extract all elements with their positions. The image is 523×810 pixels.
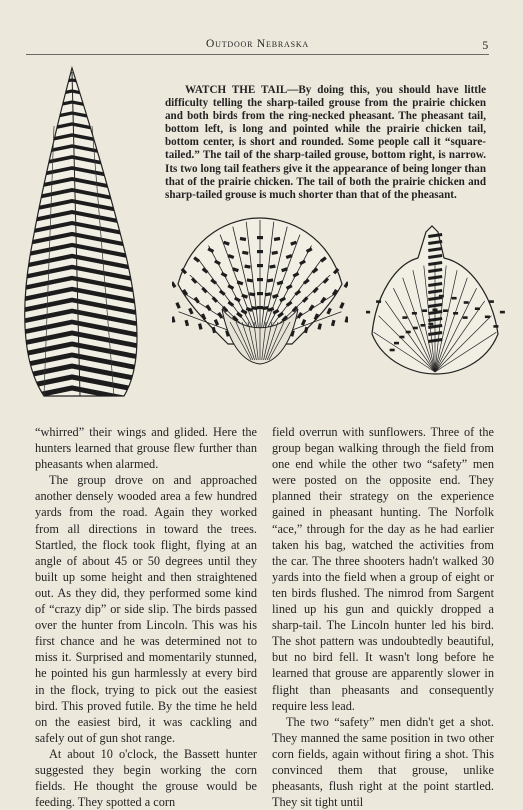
- paragraph: The two “safety” men didn't get a shot. They manned the same position in two other corn fields, again without firing a shot. This convinced them that grouse, unlike pheasants, flush right at the point startled. They sit tight until: [272, 714, 494, 810]
- left-text-column: [35, 424, 257, 810]
- page-number: 5: [482, 38, 489, 52]
- sharp-tailed-grouse-tail-illustration: [366, 224, 506, 376]
- paragraph: “whirred” their wings and glided. Here the hunters learned that grouse flew further than pheasants when alarmed.: [35, 425, 257, 472]
- paragraph: At about 10 o'clock, the Bassett hunter suggested they begin working the corn fields. He thought the grouse would be feeding. They spotted a corn: [35, 746, 257, 810]
- prairie-chicken-tail-illustration: [172, 214, 348, 366]
- illustration-caption: WATCH THE TAIL—By doing this, you should have little difficulty telling the sharp-tailed grouse from the prairie chicken and both birds from the ring-necked pheasant. The pheasant tail, bottom left, is long and pointed while the prairie chicken tail, bottom center, is short and rounded. Some people call it “square-tailed.” The tail of the sharp-tailed grouse, bottom right, is narrow. Its two long tail feathers give it the appearance of being longer than that of the prairie chicken. The tail of both the prairie chicken and sharp-tailed grouse is much shorter than that of the pheasant.: [165, 84, 486, 201]
- right-text-column: [272, 424, 494, 810]
- pheasant-tail-illustration: [14, 66, 156, 400]
- magazine-title: Outdoor Nebraska: [206, 38, 309, 50]
- running-header: [26, 36, 489, 55]
- paragraph: The group drove on and approached another densely wooded area a few hundred yards from the road. Again they worked from all directions in toward the trees. Startled, the flock took flight, flying at an angle of about 45 or 50 degrees until they built up some height and then straightened out. As they did, they performed some kind of “crazy dip” or side slip. The birds passed over the hunter from Lincoln. This was his first chance and he was determined not to miss it. Surprised and momentarily stunned, he pointed his gun harmlessly at every bird in the flock, trying to pick out the easiest bird. This proved futile. By the time he held on the easiest bird, it was cackling and safely out of gun shot range.: [35, 473, 257, 745]
- paragraph: field overrun with sunflowers. Three of the group began walking through the field from one end while the other two “safety” men were posted on the opposite end. They planned their strategy on the experience gained in pheasant hunting. The Norfolk “ace,” through for the day as he had earlier taken his bag, watched the activities from the car. The three shooters hadn't walked 30 yards into the field when a group of eight or ten birds flushed. The nimrod from Sargent lined up his gun and quickly dropped a sharp-tail. The Lincoln hunter led his bird. The shot pattern was undoubtedly beautiful, but no bird fell. It wasn't long before he learned that grouse are apparently slower in flight than pheasants and consequently require less lead.: [272, 425, 494, 713]
